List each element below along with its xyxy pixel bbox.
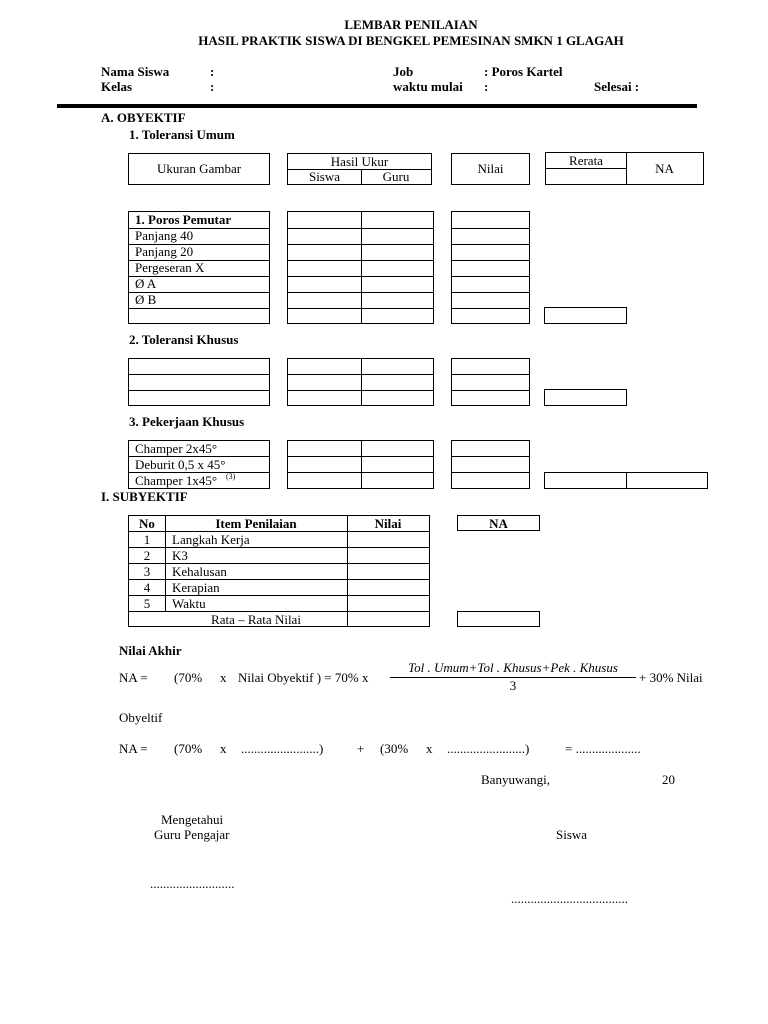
times-sign: x [220,670,227,685]
rerata-na-header [545,152,704,185]
row-no: 2 [143,548,151,563]
subyektif-na-header: NA [457,515,540,531]
row-item: Kehalusan [172,564,227,579]
guru-pengajar: Guru Pengajar [154,827,230,842]
formula-denominator: 3 [509,678,517,693]
toleransi-khusus-label-column [128,358,270,406]
pekerjaan-khusus-label-column [128,440,270,489]
hasil-ukur-header: Hasil Ukur Siswa Guru [287,153,432,185]
nilai-akhir-title: Nilai Akhir [119,643,182,658]
toleransi-umum-rerata-box [544,307,627,324]
footnote-marker: (3) [226,472,236,481]
waktu-colon: : [484,79,489,94]
nama-label: Nama Siswa [101,64,170,79]
job-label: Job [393,64,414,79]
header-rule [57,104,697,108]
mengetahui: Mengetahui [161,812,224,827]
year: 20 [662,772,675,787]
waktu-label: waktu mulai [393,79,463,94]
pekerjaan-khusus-nilai-grid [451,440,530,489]
form-subtitle: HASIL PRAKTIK SISWA DI BENGKEL PEMESINAN SMKN 1 GLAGAH [198,33,624,48]
row-no: 3 [143,564,151,579]
pct70-2: (70% [174,741,203,756]
section-b-title: I. SUBYEKTIF [101,489,188,504]
row-no: 5 [143,596,151,611]
rerata-header: Rerata [569,153,603,168]
table-row: Ø A [135,276,157,291]
section-a-title: A. OBYEKTIF [101,110,186,125]
toleransi-khusus-nilai-grid [451,358,530,406]
formula-numerator: Tol . Umum+Tol . Khusus+Pek . Khusus [408,660,618,675]
result-blank: = .................... [565,741,641,756]
table-row: Champer 1x45° [135,473,218,488]
obyeltif-text: Obyeltif [119,710,163,725]
nama-colon: : [210,64,215,79]
guru-signature-line: .......................... [150,876,235,891]
blank-obyektif: ........................) [241,741,324,756]
row-item: Langkah Kerja [172,532,250,547]
row-no: 1 [143,532,151,547]
na-equals: NA = [119,670,148,685]
siswa-signature-line: .................................... [511,891,628,906]
guru-header: Guru [382,169,410,184]
na-header: NA [655,161,674,176]
row-no: 4 [143,580,151,595]
row-item: K3 [172,548,188,563]
table-row: Panjang 20 [135,244,194,259]
pct70: (70% [174,670,203,685]
pekerjaan-khusus-title: 3. Pekerjaan Khusus [129,414,245,429]
nilai-col-header: Nilai [374,516,402,531]
blank-subyektif: ........................) [447,741,530,756]
average-label: Rata – Rata Nilai [211,612,301,627]
siswa-header: Siswa [308,169,341,184]
plus-sign: + [357,741,365,756]
kelas-colon: : [210,79,215,94]
toleransi-umum-label-column [128,211,270,324]
table-row: Ø B [135,292,157,307]
subyektif-na-box [457,611,540,627]
toleransi-khusus-title: 2. Toleransi Khusus [129,332,239,347]
pct30: (30% [380,741,409,756]
times-sign-2: x [220,741,227,756]
row-item: Waktu [172,596,206,611]
toleransi-umum-hasil-grid [287,211,434,324]
toleransi-khusus-hasil-grid [287,358,434,406]
nilai-header: Nilai [451,153,530,185]
plus30-text: + 30% Nilai [639,670,703,685]
item-header: Item Penilaian [215,516,297,531]
ukuran-gambar-header: Ukuran Gambar [128,153,270,185]
table-row: Deburit 0,5 x 45° [135,457,226,472]
siswa-signature-label: Siswa [556,827,588,842]
table-row: 1. Poros Pemutar [135,212,232,227]
place-date: Banyuwangi, [481,772,550,787]
na-equals-2: NA = [119,741,148,756]
toleransi-umum-nilai-grid [451,211,530,324]
pekerjaan-khusus-rerata-na-box [544,472,708,489]
table-row: Pergeseran X [135,260,205,275]
times-sign-3: x [426,741,433,756]
toleransi-umum-title: 1. Toleransi Umum [129,127,235,142]
subyektif-table [128,515,430,627]
table-row [129,308,269,324]
form-title: LEMBAR PENILAIAN [344,17,478,32]
table-row: Champer 2x45° [135,441,218,456]
nilai-obyektif-text: Nilai Obyektif ) = 70% x [238,670,369,685]
pekerjaan-khusus-hasil-grid [287,440,434,489]
no-header: No [139,516,155,531]
row-item: Kerapian [172,580,220,595]
toleransi-khusus-rerata-box [544,389,627,406]
table-row: Panjang 40 [135,228,194,243]
job-value: : Poros Kartel [484,64,563,79]
kelas-label: Kelas [101,79,133,94]
selesai-label: Selesai : [594,79,640,94]
